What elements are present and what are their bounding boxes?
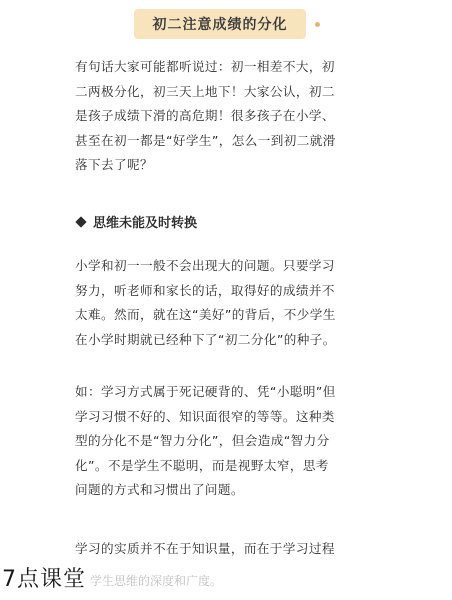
text-line: 有句话大家可能都听说过：初一相差不大，初 [75,59,335,74]
section-heading [77,212,197,231]
text-line: 化”。不是学生不聪明，而是视野太窄，思考 [75,457,329,473]
text-line: 太难。然而，就在这“美好”的背后，不少学生 [75,307,336,322]
text-line: 问题的方式和习惯出了问题。 [75,482,244,497]
watermark-text: 7点课堂 [2,567,86,592]
text-line: 努力，听老师和家长的话，取得好的成绩并不 [75,282,335,298]
text-line: 甚至在初一都是“好学生”，怎么一到初二就滑 [75,132,336,148]
paragraph-2 [75,380,390,503]
section-title: 初二注意成绩的分化 [134,9,306,39]
text-line: 在小学时期就已经种下了“初二分化”的种子。 [75,331,336,347]
text-line: 二两极分化，初三天上地下！大家公认，初二 [75,83,335,99]
text-line: 学习习惯不好的、知识面很窄的等等。这种类 [75,408,335,424]
paragraph-1 [75,254,390,352]
section-heading-text: 思维未能及时转换 [93,216,198,231]
text-line: 学习的实质并不在于知识量，而在于学习过程 [75,541,335,556]
faded-text-line: 学生思维的深度和广度。 [90,574,223,588]
diamond-bullet-icon [75,216,86,227]
text-line: 如：学习方式属于死记硬背的、凭“小聪明”但 [75,384,336,399]
paragraph-3 [75,537,390,562]
title-dot [315,22,320,27]
text-line: 落下去了呢？ [75,157,153,172]
intro-paragraph [75,55,390,178]
text-line: 是孩子成绩下滑的高危期！很多孩子在小学、 [75,108,335,123]
text-line: 小学和初一一般不会出现大的问题。只要学习 [75,258,335,273]
text-line: 型的分化不是“智力分化”，但会造成“智力分 [75,433,330,448]
title-bar [0,6,452,40]
